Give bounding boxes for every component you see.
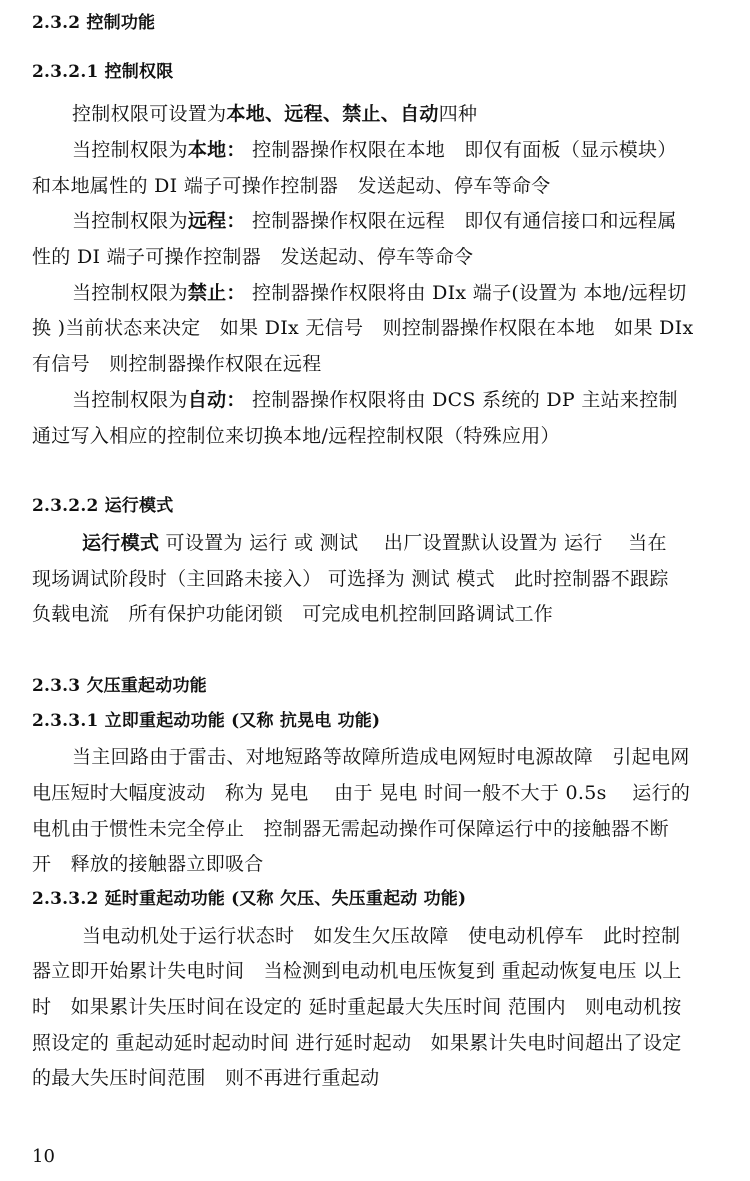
text-run: 控制权限可设置为 xyxy=(72,103,227,125)
text-run: 控制器操作权限将由 DIx 端子(设置为 本地/远程切 xyxy=(245,282,687,304)
text-run-bold: 运行模式 xyxy=(82,532,160,554)
paragraph-line xyxy=(72,388,678,412)
section-heading-2-3-3-2: 2.3.3.2 延时重起动功能 (又称 欠压、失压重起动 功能) xyxy=(32,889,467,909)
paragraph-line xyxy=(72,209,677,233)
paragraph-line: 的最大失压时间范围 则不再进行重起动 xyxy=(32,1067,380,1089)
paragraph-line: 时 如果累计失压时间在设定的 延时重起最大失压时间 范围内 则电动机按 xyxy=(32,996,682,1018)
text-run: 当控制权限为 xyxy=(72,210,188,232)
paragraph-line: 换 )当前状态来决定 如果 DIx 无信号 则控制器操作权限在本地 如果 DIx xyxy=(32,317,694,339)
paragraph-line: 性的 DI 端子可操作控制器 发送起动、停车等命令 xyxy=(32,246,474,268)
text-run: 控制器操作权限在远程 即仅有通信接口和远程属 xyxy=(245,210,677,232)
paragraph-line: 开 释放的接触器立即吸合 xyxy=(32,853,264,875)
text-run-bold: 本地： xyxy=(187,139,246,161)
text-run-bold: 自动： xyxy=(187,389,246,411)
paragraph-line: 器立即开始累计失电时间 当检测到电动机电压恢复到 重起动恢复电压 以上 xyxy=(32,960,682,982)
paragraph-line xyxy=(72,102,477,126)
section-heading-2-3-2-1: 2.3.2.1 控制权限 xyxy=(32,62,174,82)
text-run: 可设置为 运行 或 测试 出厂设置默认设置为 运行 当在 xyxy=(159,532,667,554)
paragraph-line: 现场调试阶段时（主回路未接入） 可选择为 测试 模式 此时控制器不跟踪 xyxy=(32,568,669,590)
paragraph-line: 电机由于惯性未完全停止 控制器无需起动操作可保障运行中的接触器不断 xyxy=(32,818,669,840)
paragraph-line xyxy=(72,281,687,305)
paragraph-line: 负载电流 所有保护功能闭锁 可完成电机控制回路调试工作 xyxy=(32,603,554,625)
text-run-bold: 禁止： xyxy=(187,282,246,304)
text-run-bold: 本地、远程、禁止、自动 xyxy=(226,103,439,125)
section-heading-2-3-3-1: 2.3.3.1 立即重起动功能 (又称 抗晃电 功能) xyxy=(32,711,381,731)
text-run: 当控制权限为 xyxy=(72,389,188,411)
text-run: 控制器操作权限将由 DCS 系统的 DP 主站来控制 xyxy=(245,389,678,411)
paragraph-line xyxy=(82,531,667,555)
paragraph-line: 有信号 则控制器操作权限在远程 xyxy=(32,353,322,375)
text-run: 控制器操作权限在本地 即仅有面板（显示模块） xyxy=(245,139,677,161)
paragraph-line: 通过写入相应的控制位来切换本地/远程控制权限（特殊应用） xyxy=(32,425,560,447)
paragraph-line: 照设定的 重起动延时起动时间 进行延时起动 如果累计失电时间超出了设定 xyxy=(32,1032,682,1054)
paragraph-line: 和本地属性的 DI 端子可操作控制器 发送起动、停车等命令 xyxy=(32,175,551,197)
paragraph-line: 当电动机处于运行状态时 如发生欠压故障 使电动机停车 此时控制 xyxy=(82,925,681,947)
text-run: 当控制权限为 xyxy=(72,139,188,161)
text-run: 当控制权限为 xyxy=(72,282,188,304)
paragraph-line: 电压短时大幅度波动 称为 晃电 由于 晃电 时间一般不大于 0.5s 运行的 xyxy=(32,782,691,804)
text-run-bold: 远程： xyxy=(187,210,246,232)
paragraph-line: 当主回路由于雷击、对地短路等故障所造成电网短时电源故障 引起电网 xyxy=(72,746,690,768)
section-heading-2-3-2: 2.3.2 控制功能 xyxy=(32,13,156,33)
paragraph-line xyxy=(72,138,677,162)
text-run: 四种 xyxy=(438,103,478,125)
section-heading-2-3-3: 2.3.3 欠压重起动功能 xyxy=(32,676,207,696)
page-number: 10 xyxy=(32,1146,55,1167)
section-heading-2-3-2-2: 2.3.2.2 运行模式 xyxy=(32,496,174,516)
